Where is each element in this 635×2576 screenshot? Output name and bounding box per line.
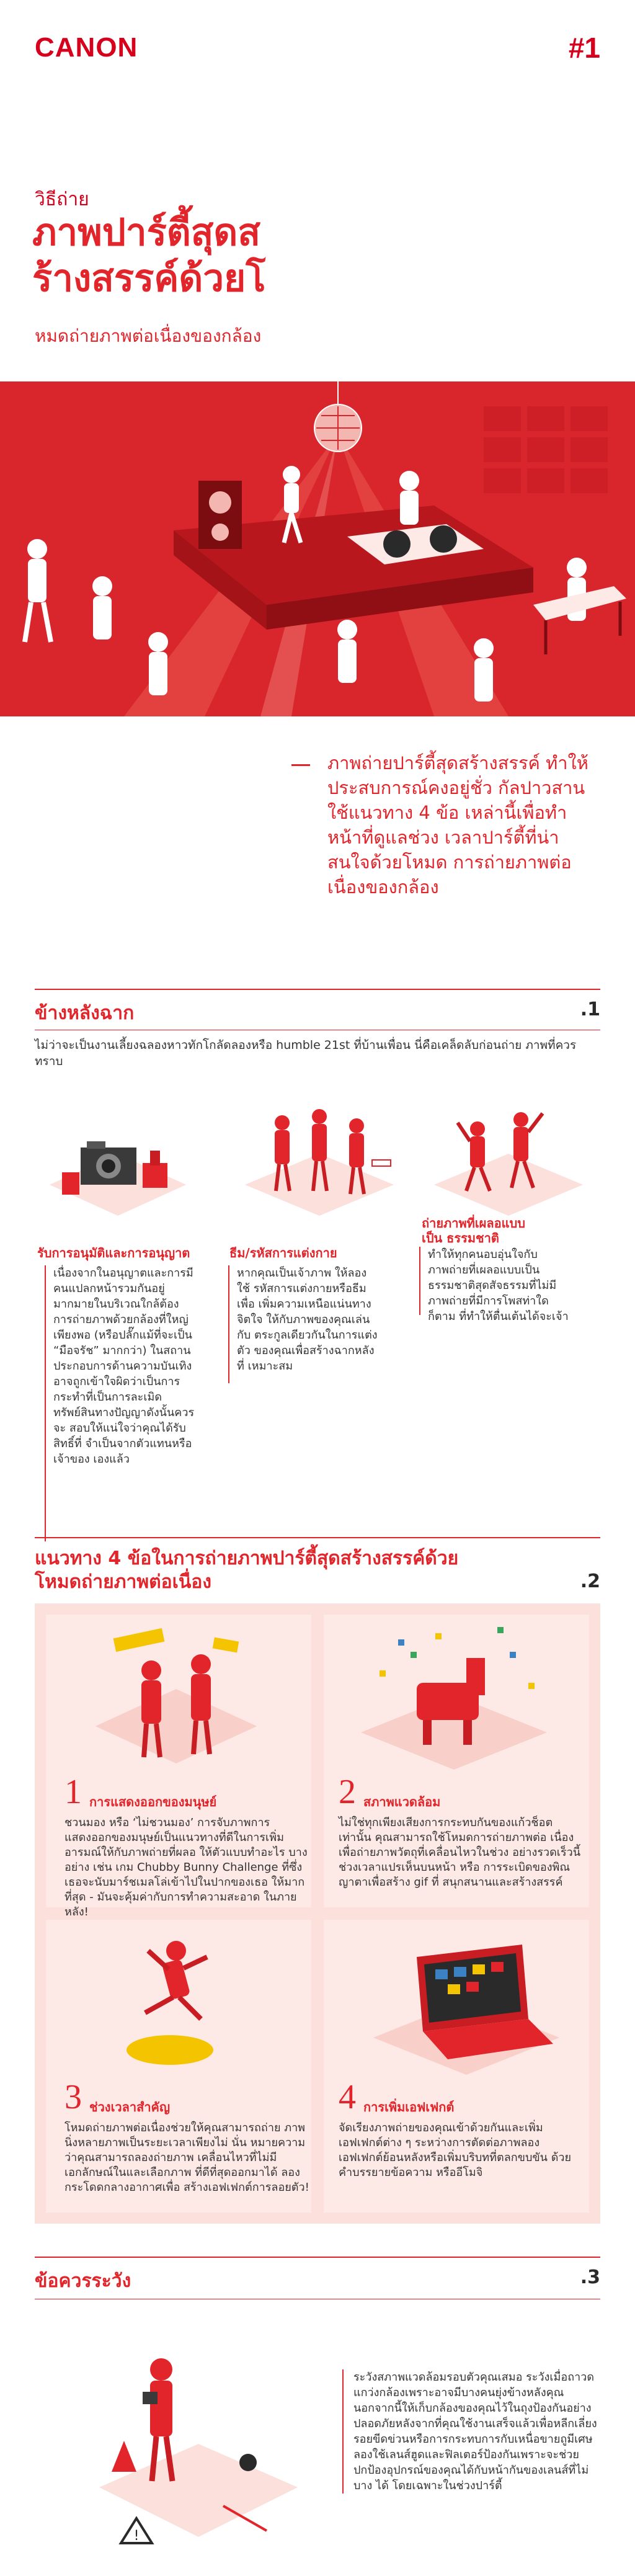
caution-illustration [74,2332,322,2562]
section2-number: .2 [580,1571,600,1592]
card3-body: ทำให้ทุกคนอบอุ่นใจกับ ภาพถ่ายที่เผลอแบบเป็น ธรรมชาติสุดสัจธรรมที่ไม่มี ภาพถ่ายที่มีการโพสท่าใดก็ตาม ที่ทำให้ตื่นเต้นได้จะเจ้า [428,1248,569,1323]
tip2-number: 2 [339,1773,356,1811]
party-hero-illustration [0,381,635,716]
section1-top-rule [35,989,600,990]
intro-quote: ภาพถ่ายปาร์ตี้สุดสร้างสรรค์ ทำให้ประสบการณ์คงอยู่ชั่ว กัลปาวสานใช้แนวทาง 4 ข้อ เหล่านี้เพื่อทำหน้าที่ดูแลช่วง เวลาปาร์ตี้ที่น่าสนใจด้วยโหมด การถ่ายภาพต่อเนื่องของกล้อง [327,752,588,898]
laptop-effects-illustration [324,1920,589,2075]
tip2-tile [324,1615,589,1907]
tip1-body: ชวนมอง หรือ ‘ไม่ชวนมอง’ การจับภาพการ แสดงออกของมนุษย์เป็นแนวทางที่ดีในการเพิ่ม อารมณ์ให้กับภาพถ่ายที่ผลอ ให้ตัวแบบทำอะไร บางอย่าง เช่น เกม Chubby Bunny Challenge ที่ซึ่งเธอจะนับมาร์ชเมลโล่เข้าไปในปากของเธอ ให้มากที่สุด - มันจะคุ้มค่ากับการทำความสะอาด ในภายหลัง! [64,1816,308,1919]
candid-dancing-illustration [428,1098,589,1222]
title-line-2: ร้างสรรค์ด้วยโ [32,257,266,300]
card2-rule [228,1265,229,1383]
section2-title-line-2: โหมดถ่ายภาพต่อเนื่อง [35,1571,212,1593]
svg-text:!: ! [133,2528,140,2544]
tips-grid [35,1603,600,2224]
camera-permission-illustration [37,1104,198,1228]
section1-intro: ไม่ว่าจะเป็นงานเลี้ยงฉลองหาวทักโกลัดลองหรือ humble 21st ที่บ้านเพื่อน นี่คือเคล็ดลับก่อนถ่าย ภาพที่ควรทราบ [35,1038,577,1068]
tip3-body: โหมดถ่ายภาพต่อเนื่องช่วยให้คุณสามารถถ่าย ภาพนิ่งหลายภาพเป็นระยะเวลาเพียงไม่ นั่น หมายความว่าคุณสามารถลองถ่ายภาพ เคลื่อนไหวที่ไม่มีเอกลักษณ์ในและเลือกภาพ ที่ดีที่สุดออกมาได้ ลองกระโดดกลางอากาศเพื่อ สร้างเอฟเฟกต์การลอยตัว! [64,2121,309,2194]
section3-rule [342,2369,344,2494]
quote-dash [291,764,310,766]
card1-body: เนื่องจากในอนุญาตและการมี คนแปลกหน้ารวมกันอยู่ มากมายในบริเวณใกล้ต้อง การถ่ายภาพด้วยกล้องที่ใหญ่ เพียงพอ (หรือปลั๊กแม้ที่จะเป็น “มือจรัช” มากกว่า) ในสถาน ประกอบการด้านความบันเทิง อาจถูกเข้าใจผิดว่าเป็นการ กระทำที่เป็นการละเมิด ทรัพย์สินทางปัญญาดังนั้นควรจะ สอบให้แน่ใจว่าคุณได้รับสิทธิ์ที่ จำเป็นจากตัวแทนหรือเจ้าของ เองแล้ว [53,1267,195,1466]
card2-body: หากคุณเป็นเจ้าภาพ ให้ลองใช้ รหัสการแต่งกายหรือธีมเพื่อ เพิ่มความเหนือแน่นทางจิตใจ ให้กับภาพของคุณเล่นกับ ตระกูลเดียวกันในการแต่งตัว ของคุณเพื่อสร้างฉากหลังที่ เหมาะสม [237,1267,378,1373]
title-line-1: ภาพปาร์ตี้สุดส [32,211,260,254]
section2-top-rule [35,1537,600,1538]
section3-number: .3 [580,2266,600,2288]
section3-title: ข้อควรระวัง [35,2270,131,2292]
issue-number: #1 [568,32,600,64]
page-subtitle: หมดถ่ายภาพต่อเนื่องของกล้อง [35,326,262,346]
card2-title: ธีม/รหัสการแต่งกาย [229,1246,337,1260]
card1-title: รับการอนุมัติและการอนุญาต [37,1246,190,1260]
key-moment-jump-illustration [46,1920,311,2075]
human-expression-illustration [46,1615,311,1770]
page-title [32,210,435,301]
environment-pinata-illustration [324,1615,589,1770]
tip4-number: 4 [339,2078,356,2116]
tip2-label: สภาพแวดล้อม [363,1794,441,1809]
tip1-number: 1 [64,1773,82,1811]
canon-logo: CANON [35,32,138,63]
tip1-label: การแสดงออกของมนุษย์ [89,1794,217,1809]
section1-number: .1 [580,999,600,1020]
tip3-label: ช่วงเวลาสำคัญ [89,2100,170,2115]
party-scene-graphic [0,381,635,716]
tip4-tile [324,1920,589,2213]
section1-title: ข้างหลังฉาก [35,1002,135,1024]
section2-title-line-1: แนวทาง 4 ข้อในการถ่ายภาพปาร์ตี้สุดสร้างสรรค์ด้วย [35,1548,459,1569]
tip3-number: 3 [64,2078,82,2116]
tip4-body: จัดเรียงภาพถ่ายของคุณเข้าด้วยกันและเพิ่ม เอฟเฟกต์ต่าง ๆ ระหว่างการตัดต่อภาพลอง เอฟเฟกต์ย้อนหลังหรือเพิ่มบริบทที่ตลกขบขัน ด้วยคำบรรยายข้อความ หรืออีโมจิ [339,2121,572,2179]
card3-title: ถ่ายภาพที่เผลอแบบเป็น ธรรมชาติ [422,1216,525,1246]
tip1-tile [46,1615,311,1919]
tip4-label: การเพิ่มเอฟเฟกต์ [363,2100,455,2115]
card1-rule [45,1265,46,1541]
card3-rule [419,1247,420,1315]
kicker: วิธีถ่าย [35,189,89,210]
tip3-tile [46,1920,311,2213]
dress-code-illustration [239,1098,400,1222]
section3-body: ระวังสภาพแวดล้อมรอบตัวคุณเสมอ ระวังเมื่อถาวด แกว่งกล้องเพราะอาจมีบางคนยุ่งข้างหลังคุณ นอกจากนี้ให้เก็บกล้องของคุณไว้ในถุงป้องกันอย่าง ปลอดภัยหลังจากที่คุณใช้งานเสร็จแล้วเพื่อหลีกเลี่ยง รอยขีดข่วนหรือการกระทบการกับเหนื่อขายถูมีเศษ ลองใช้เลนส์ฮูดและฟิลเตอร์ป้องกันเพราะจะช่วย ปกป้องอุปกรณ์ของคุณได้กับหน้ากันของเลนส์ที่ไม่บาง ได้ โดยเฉพาะในช่วงปาร์ตี้ [353,2371,597,2492]
section3-top-rule [35,2257,600,2258]
section2-title [35,1547,506,1594]
tip2-body: ไม่ใช่ทุกเพียงเสียงการกระทบกันของแก้วช็อต เท่านั้น คุณสามารถใช้โหมดการถ่ายภาพต่อ เนื่องเพื่อถ่ายภาพวัตถุที่เคลื่อนไหวในช่วง อย่างรวดเร็วนี้ช่วงเวลาแปรเห็นบนหน้า หรือ การระเบิดของพิณญาตาเพื่อสร้าง gif ที่ สนุกสนานและสร้างสรรค์ [339,1816,581,1889]
